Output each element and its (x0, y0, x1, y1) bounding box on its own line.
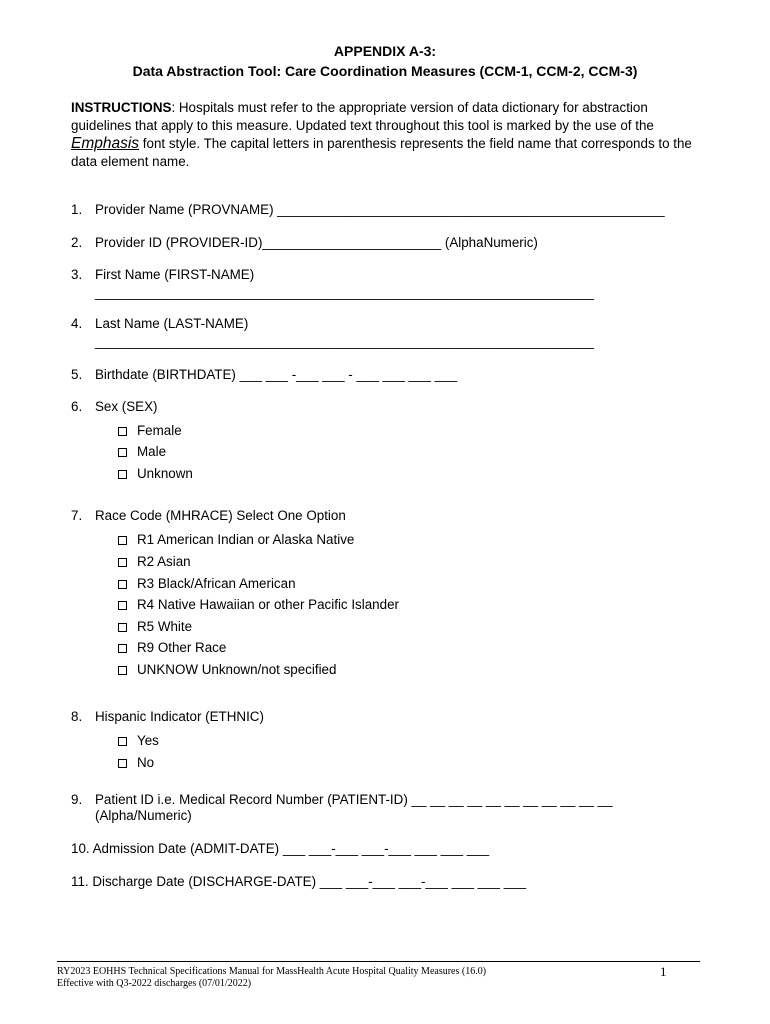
checkbox-icon[interactable] (118, 601, 127, 610)
field-birthdate[interactable]: 5. Birthdate (BIRTHDATE) ___ ___ -___ ___ - ___ ___ ___ ___ (71, 367, 458, 382)
checkbox-icon[interactable] (118, 644, 127, 653)
checkbox-icon[interactable] (118, 666, 127, 675)
field-discharge-date[interactable]: 11. Discharge Date (DISCHARGE-DATE) ___ ___-___ ___-___ ___ ___ ___ (71, 874, 527, 889)
footer-manual-title: RY2023 EOHHS Technical Specifications Manual for MassHealth Acute Hospital Quality Measures (16.0) (57, 966, 487, 977)
race-option-r2[interactable]: R2 Asian (118, 553, 191, 570)
field-last-name: 4. Last Name (LAST-NAME) (71, 316, 249, 331)
checkbox-icon[interactable] (118, 558, 127, 567)
sex-option-unknown[interactable]: Unknown (118, 465, 193, 482)
document-title: Data Abstraction Tool: Care Coordination Measures (CCM-1, CCM-2, CCM-3) (132, 63, 638, 79)
footer-divider (57, 961, 700, 962)
race-option-r5[interactable]: R5 White (118, 618, 192, 635)
checkbox-icon[interactable] (118, 536, 127, 545)
appendix-title: APPENDIX A-3: (333, 43, 437, 59)
field-first-name: 3. First Name (FIRST-NAME) (71, 267, 255, 282)
footer-effective-date: Effective with Q3-2022 discharges (07/01/2022) (57, 978, 252, 989)
field-sex: 6. Sex (SEX) (71, 399, 158, 414)
instructions-paragraph (71, 99, 701, 171)
field-provider-name[interactable]: 1. Provider Name (PROVNAME) ____________________________________________________ (71, 202, 665, 217)
first-name-input-line[interactable]: ___________________________________________________________________ (95, 285, 594, 300)
race-option-r9[interactable]: R9 Other Race (118, 639, 226, 656)
checkbox-icon[interactable] (118, 623, 127, 632)
instructions-text-2: font style. The capital letters in parenthesis represents the field name that corresponds to the data element name. (71, 136, 692, 169)
race-option-r3[interactable]: R3 Black/African American (118, 575, 296, 592)
checkbox-icon[interactable] (118, 448, 127, 457)
checkbox-icon[interactable] (118, 737, 127, 746)
field-admission-date[interactable]: 10. Admission Date (ADMIT-DATE) ___ ___-___ ___-___ ___ ___ ___ (71, 841, 490, 856)
page-number: 1 (660, 964, 667, 979)
race-option-r1[interactable]: R1 American Indian or Alaska Native (118, 531, 354, 548)
race-option-unknow[interactable]: UNKNOW Unknown/not specified (118, 661, 336, 678)
sex-option-male[interactable]: Male (118, 443, 166, 460)
instructions-label: INSTRUCTIONS (71, 100, 172, 115)
field-hispanic-indicator: 8. Hispanic Indicator (ETHNIC) (71, 709, 264, 724)
last-name-input-line[interactable]: ___________________________________________________________________ (95, 334, 594, 349)
field-race-code: 7. Race Code (MHRACE) Select One Option (71, 508, 346, 523)
instructions-text-1: : Hospitals must refer to the appropriate version of data dictionary for abstraction guidelines that apply to this measure. Updated text throughout this tool is marked by the use of the (71, 100, 654, 133)
checkbox-icon[interactable] (118, 470, 127, 479)
checkbox-icon[interactable] (118, 759, 127, 768)
race-option-r4[interactable]: R4 Native Hawaiian or other Pacific Islander (118, 596, 399, 613)
emphasis-sample: Emphasis (71, 135, 140, 152)
field-patient-id[interactable]: 9. Patient ID i.e. Medical Record Number (PATIENT-ID) __ __ __ __ __ __ __ __ __ __ __ (71, 792, 613, 807)
checkbox-icon[interactable] (118, 580, 127, 589)
sex-option-female[interactable]: Female (118, 422, 182, 439)
ethnic-option-no[interactable]: No (118, 754, 154, 771)
patient-id-note: (Alpha/Numeric) (95, 808, 192, 823)
checkbox-icon[interactable] (118, 427, 127, 436)
field-provider-id[interactable]: 2. Provider ID (PROVIDER-ID)________________________ (AlphaNumeric) (71, 235, 538, 250)
ethnic-option-yes[interactable]: Yes (118, 732, 159, 749)
